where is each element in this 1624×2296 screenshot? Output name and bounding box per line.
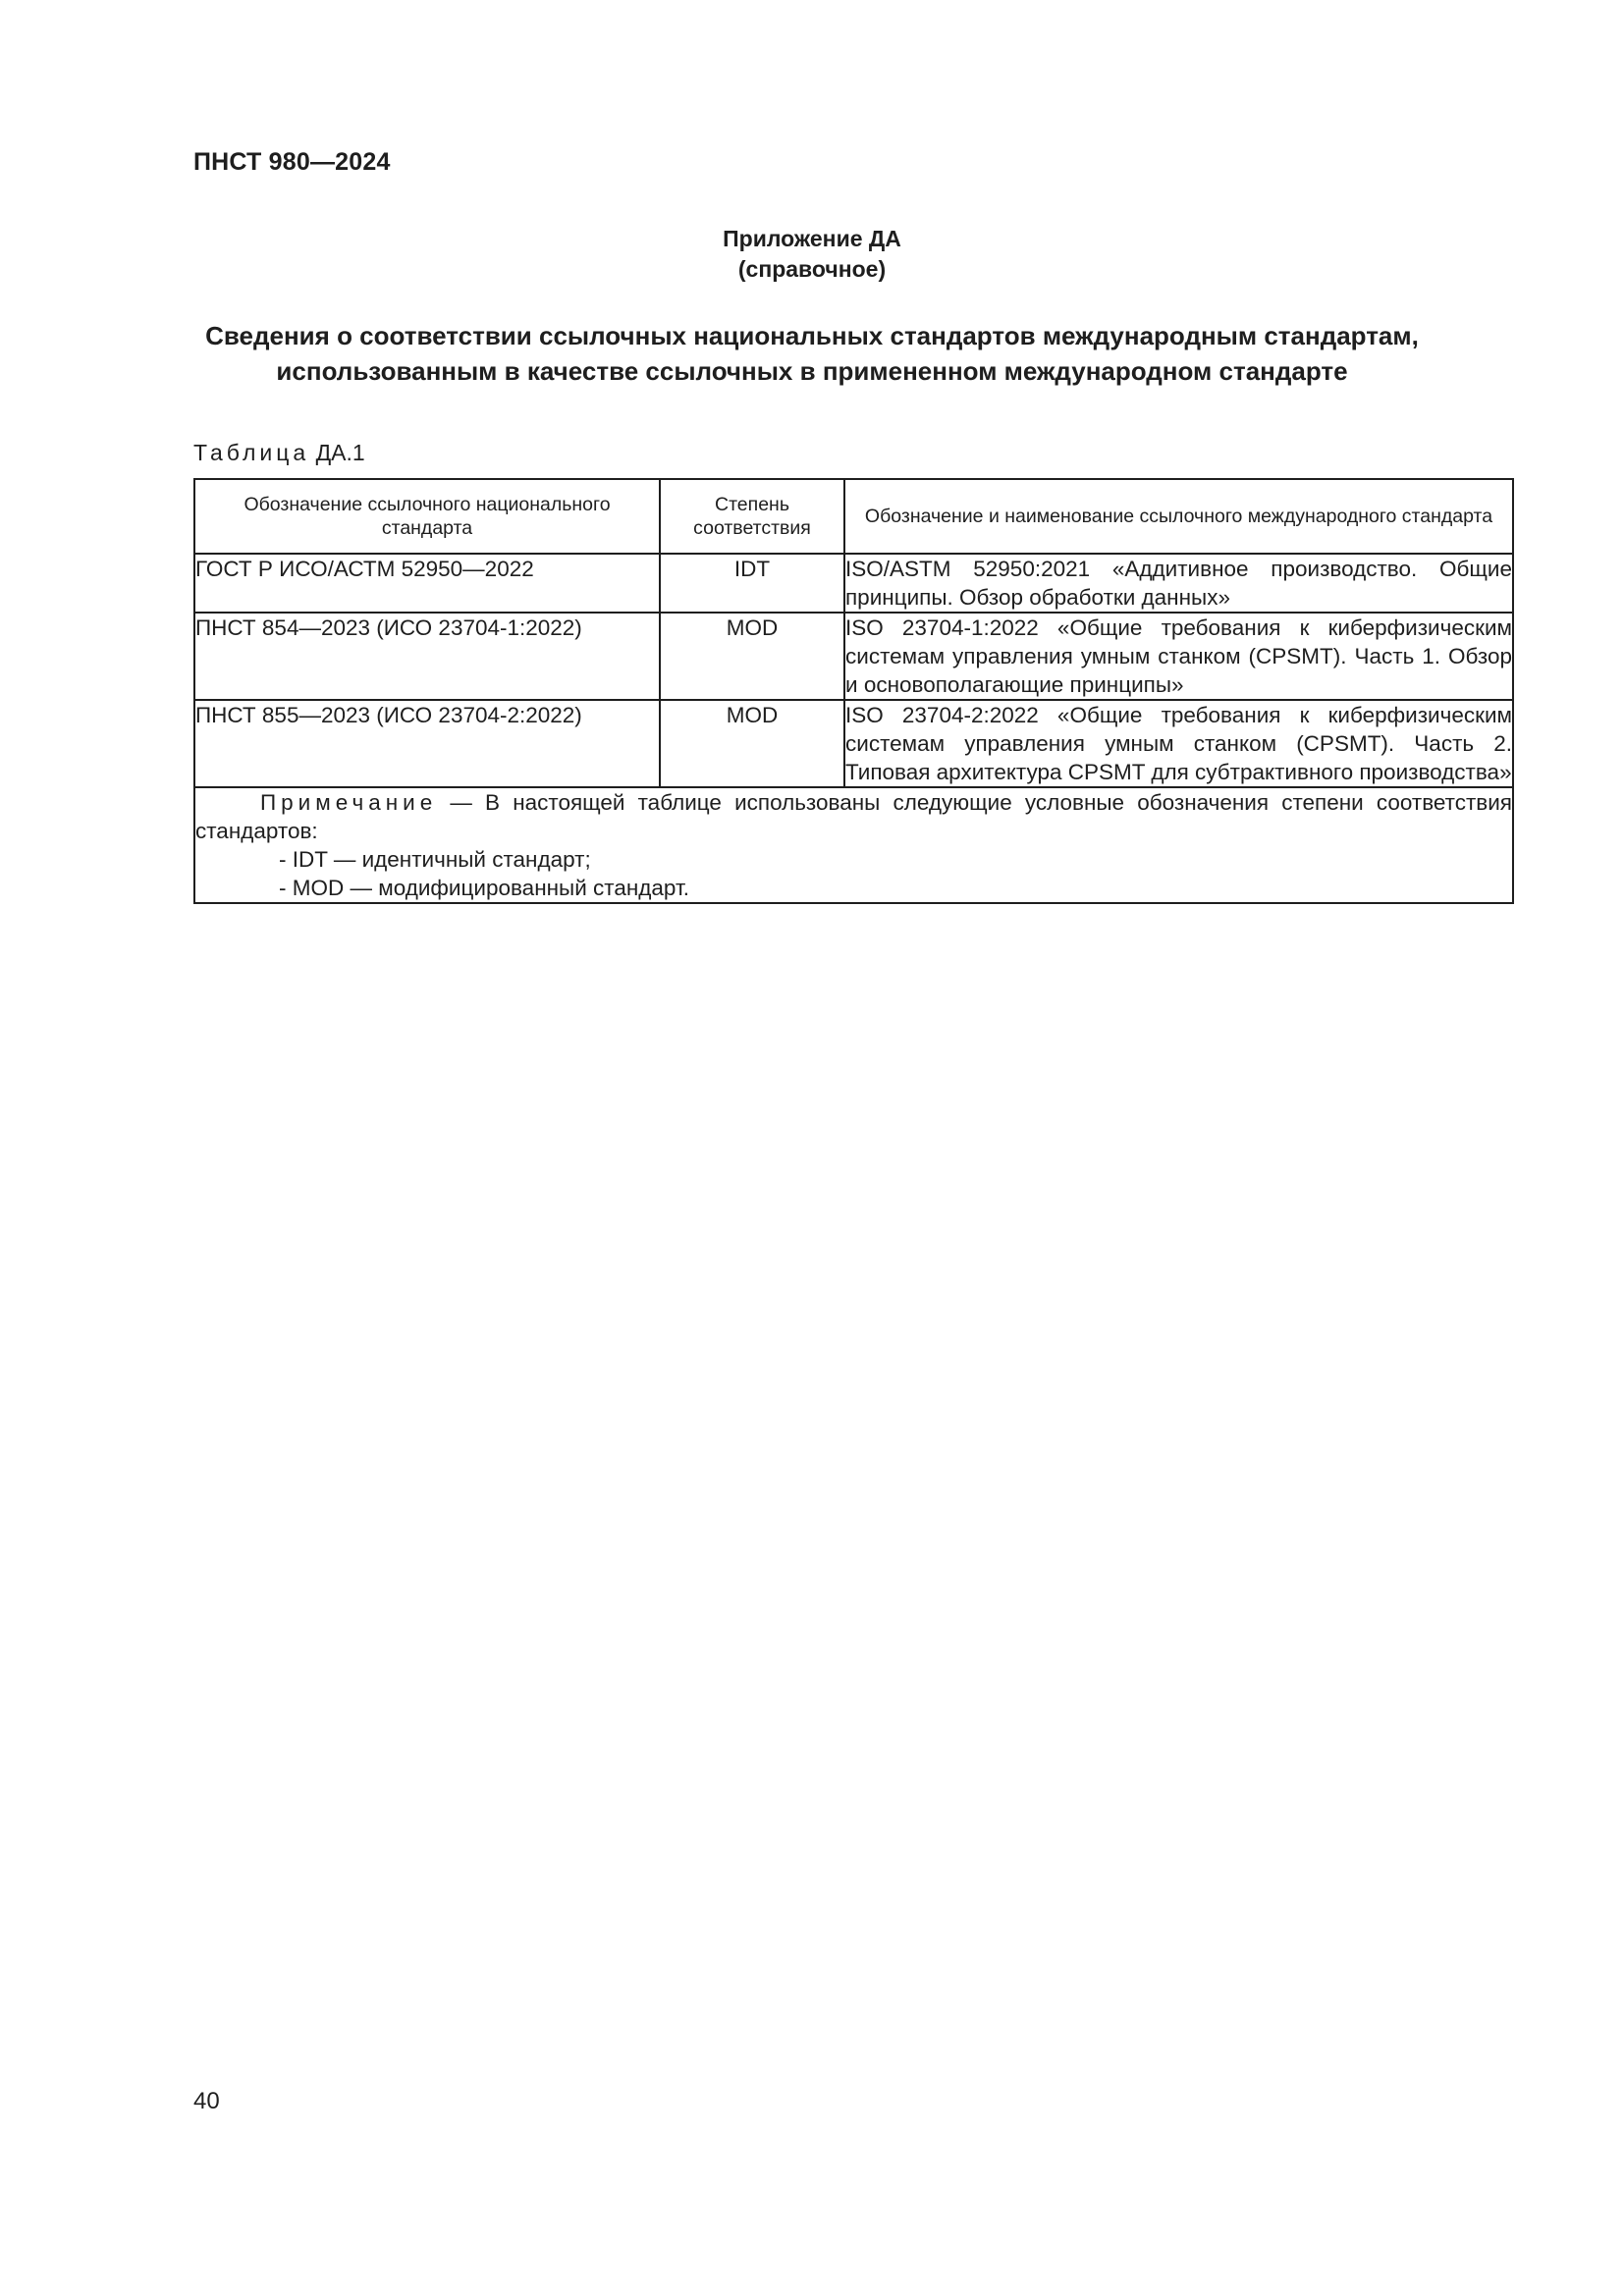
appendix-heading-line-2: использованным в качестве ссылочных в примененном международном стандарте [276,356,1348,386]
standards-correspondence-table [193,478,1514,904]
document-code: ПНСТ 980—2024 [193,148,391,176]
note-paragraph [195,788,1512,845]
table-row [194,554,1513,613]
appendix-heading-line-1: Сведения о соответствии ссылочных национальных стандартов международным стандартам, [205,321,1419,350]
table-note [194,787,1513,903]
appendix-heading [147,318,1477,389]
table-row [194,700,1513,787]
column-header-degree: Степень соответствия [660,479,844,554]
note-label: Примечание [260,790,438,815]
page-number: 40 [193,2088,220,2114]
note-item-mod: - MOD — модифицированный стандарт. [279,876,690,900]
cell-degree: MOD [660,700,844,787]
table-caption [193,440,365,466]
appendix-title: Приложение ДА [723,226,901,251]
note-text: — В настоящей таблице использованы следующие условные обозначения степени соответствия стандартов: [195,790,1512,843]
cell-degree: IDT [660,554,844,613]
cell-degree: MOD [660,613,844,700]
appendix-kind: (справочное) [737,256,887,282]
cell-international-standard: ISO/ASTM 52950:2021 «Аддитивное производство. Общие принципы. Обзор обработки данных» [844,554,1513,613]
table-header-row [194,479,1513,554]
cell-national-standard: ГОСТ Р ИСО/АСТМ 52950—2022 [194,554,660,613]
table-caption-label: Таблица [193,440,310,465]
table-caption-number: ДА.1 [315,440,365,465]
note-item-idt: - IDT — идентичный стандарт; [279,847,591,872]
table-row [194,613,1513,700]
cell-international-standard: ISO 23704-1:2022 «Общие требования к киберфизическим системам управления умным станком (CPSMT). Часть 1. Обзор и основополагающие принципы» [844,613,1513,700]
column-header-international: Обозначение и наименование ссылочного международного стандарта [844,479,1513,554]
cell-international-standard: ISO 23704-2:2022 «Общие требования к киберфизическим системам управления умным станком (CPSMT). Часть 2. Типовая архитектура CPSMT для субтрактивного производства» [844,700,1513,787]
column-header-national: Обозначение ссылочного национального стандарта [194,479,660,554]
table-note-row [194,787,1513,903]
cell-national-standard: ПНСТ 854—2023 (ИСО 23704-1:2022) [194,613,660,700]
cell-national-standard: ПНСТ 855—2023 (ИСО 23704-2:2022) [194,700,660,787]
